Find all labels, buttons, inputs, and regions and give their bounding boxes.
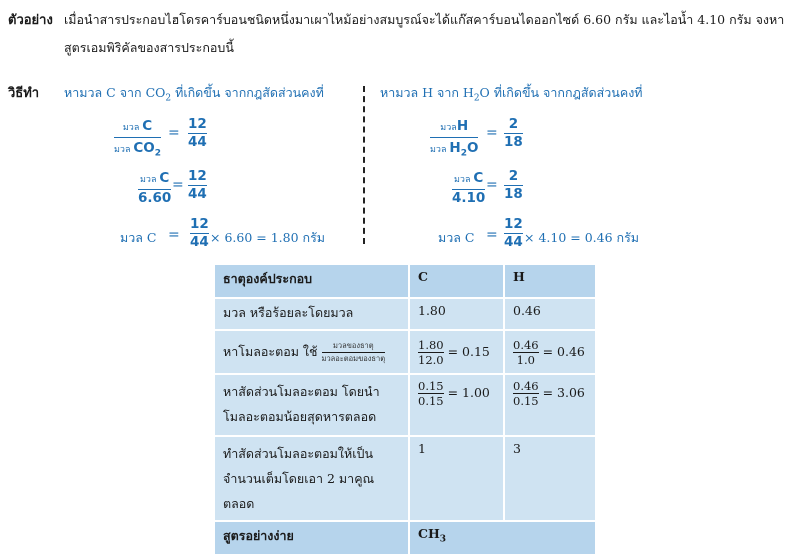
question-line-2: สูตรเอมพิริคัลของสารประกอบนี้ (64, 40, 234, 55)
table-row-ratio (214, 374, 596, 436)
right-heading: หามวล H จาก $H_2O$ ที่เกิดขึ้น จากกฎสัดส่วนคงที่ (380, 85, 643, 104)
row-ratio-label: หาสัดส่วนโมลอะตอม โดยนำ โมลอะตอมน้อยสุดหารตลอด (214, 374, 409, 436)
header-h: H (504, 264, 596, 298)
left-heading: หามวล C จาก $CO_2$ ที่เกิดขึ้น จากกฎสัดส่วนคงที่ (64, 85, 324, 104)
right-eq3-equals: = (486, 227, 498, 243)
row-mol-c: $\frac{1.80}{12.0}$ = 0.15 (409, 330, 504, 374)
row-formula-label: สูตรอย่างง่าย (214, 521, 409, 555)
row-ratio-h: $\frac{0.46}{0.15}$ = 3.06 (504, 374, 596, 436)
row-mol-label: หาโมลอะตอม ใช้ มวลของธาตุ มวลอะตอมของธาตุ (214, 330, 409, 374)
right-eq2-equals: = (486, 177, 498, 193)
right-eq1-lhs: มวลH มวล $H_2O$ (430, 118, 479, 160)
row-mol-small-fraction: มวลของธาตุ มวลอะตอมของธาตุ (321, 340, 386, 363)
row-mol-h: $\frac{0.46}{1.0}$ = 0.46 (504, 330, 596, 374)
row-int-h: 3 (504, 436, 596, 521)
row-mass-label: มวล หรือร้อยละโดยมวล (214, 298, 409, 330)
row-int-label: ทำสัดส่วนโมลอะตอมให้เป็น จำนวนเต็มโดยเอา 2 มาคูณตลอด (214, 436, 409, 521)
left-eq3-equals: = (168, 227, 180, 243)
left-eq1-lhs: มวล C มวล $CO_2$ (114, 118, 162, 160)
question-line-1: เมื่อนำสารประกอบไฮโดรคาร์บอนชนิดหนึ่งมาเผาไหม้อย่างสมบูรณ์จะได้แก๊สคาร์บอนไดออกไซด์ 6.60 กรัม และไอน้ำ 4.10 กรัม จงหา (64, 12, 785, 27)
row-ratio-c: $\frac{0.15}{0.15}$ = 1.00 (409, 374, 504, 436)
right-eq3-lhs: มวล C (438, 230, 475, 245)
solution-label: วิธีทำ (8, 86, 40, 101)
left-eq2-equals: = (172, 177, 184, 193)
left-eq3-lhs: มวล C (120, 230, 157, 245)
right-eq3-frac: 12 44 (504, 216, 523, 251)
row-formula-value: $CH_3$ (409, 521, 596, 555)
header-element: ธาตุองค์ประกอบ (214, 264, 409, 298)
row-mass-h: 0.46 (504, 298, 596, 330)
row-mass-c: 1.80 (409, 298, 504, 330)
left-eq3-result: × 6.60 = 1.80 กรัม (210, 230, 326, 245)
empirical-formula-table (213, 263, 597, 556)
right-eq3-result: × 4.10 = 0.46 กรัม (524, 230, 640, 245)
left-eq1-equals: = (168, 125, 180, 141)
table-header-row (214, 264, 596, 298)
example-label: ตัวอย่าง (8, 13, 53, 28)
table-row-mass (214, 298, 596, 330)
left-eq2-rhs: 12 44 (188, 168, 207, 203)
header-c: C (409, 264, 504, 298)
right-eq2-lhs: มวล C 4.10 (452, 170, 486, 207)
table-row-mol (214, 330, 596, 374)
right-eq1-equals: = (486, 125, 498, 141)
table-row-formula (214, 521, 596, 555)
left-eq1-rhs: 12 44 (188, 116, 207, 151)
column-divider (363, 86, 365, 244)
row-int-c: 1 (409, 436, 504, 521)
left-eq2-lhs: มวล C 6.60 (138, 170, 172, 207)
table-row-integer (214, 436, 596, 521)
right-eq2-rhs: 2 18 (504, 168, 523, 203)
left-eq3-frac: 12 44 (190, 216, 209, 251)
right-eq1-rhs: 2 18 (504, 116, 523, 151)
